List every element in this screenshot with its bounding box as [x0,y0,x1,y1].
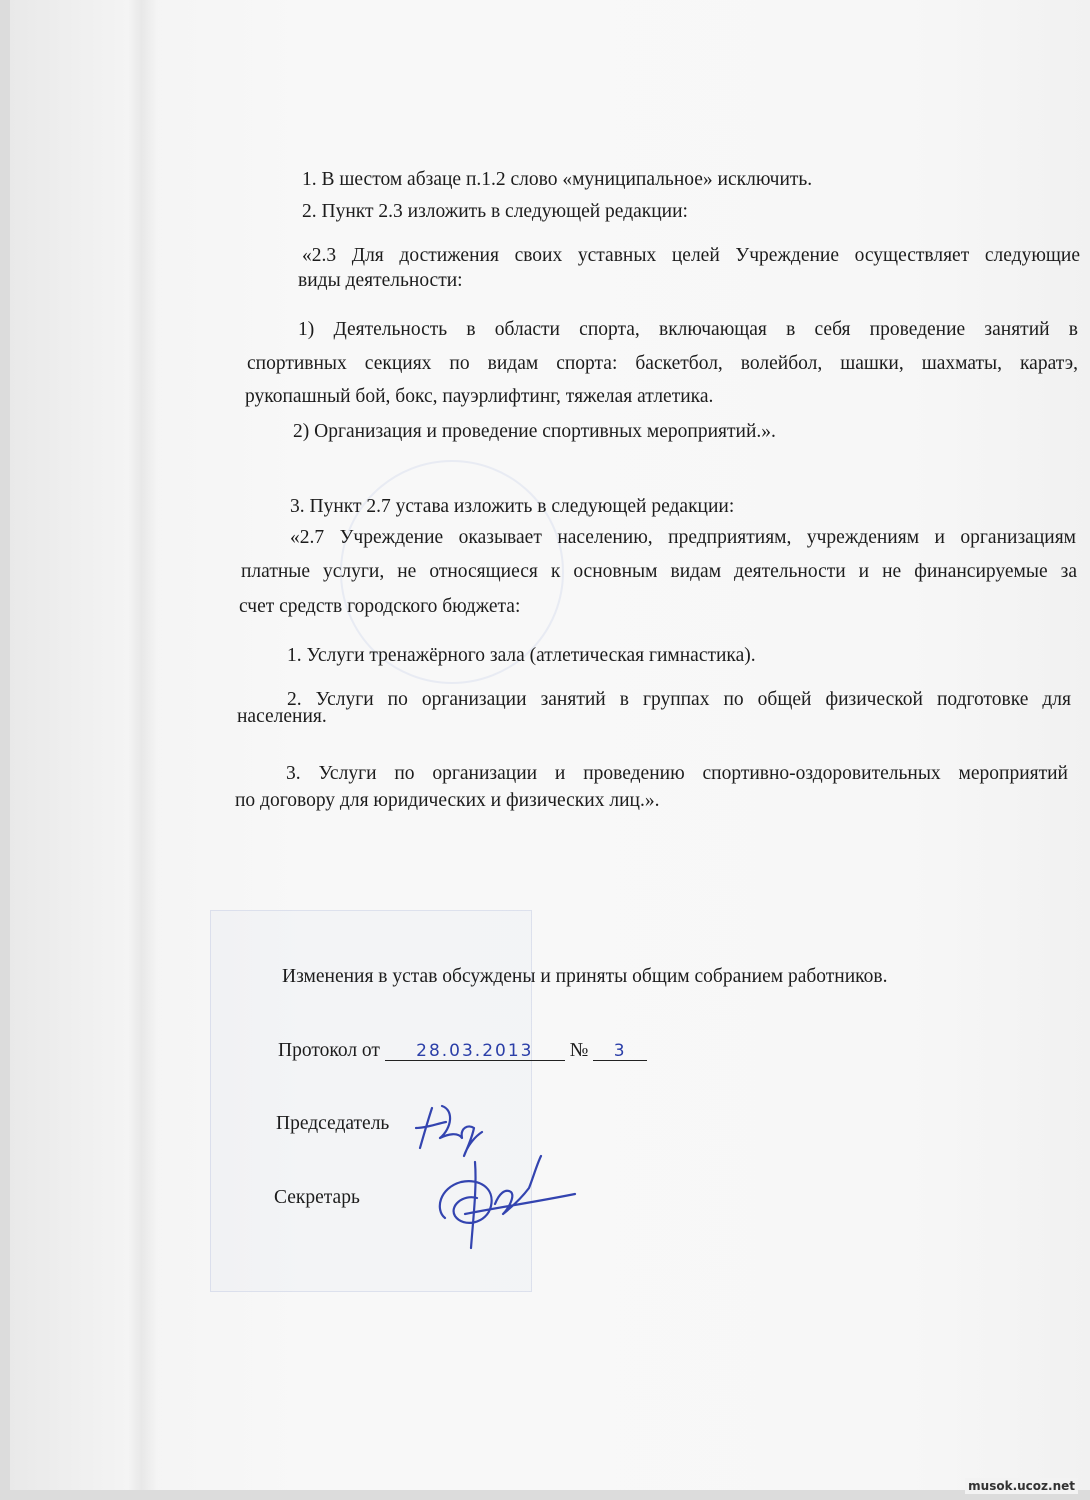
item-2-3-line-2: виды деятельности: [298,270,463,291]
adoption-statement: Изменения в устав обсуждены и приняты общим собранием работников. [282,966,888,987]
page-fold-shadow [128,0,158,1490]
item-1: 1. В шестом абзаце п.1.2 слово «муниципальное» исключить. [302,169,813,190]
site-watermark: musok.ucoz.net [965,1478,1078,1494]
service-2-line-2: населения. [237,706,327,727]
secretary-signature-icon [425,1148,585,1258]
item-2-3-line-1: «2.3 Для достижения своих уставных целей Учреждение осуществляет следующие [302,245,1080,266]
number-sign: № [569,1040,589,1061]
activity-1-line-1: 1) Деятельность в области спорта, включающая в себя проведение занятий в [298,319,1078,340]
service-3-line-2: по договору для юридических и физических лиц.». [235,790,660,811]
service-3-line-1: 3. Услуги по организации и проведению спортивно-оздоровительных мероприятий [286,763,1068,784]
activity-1-line-2: спортивных секциях по видам спорта: баскетбол, волейбол, шашки, шахматы, каратэ, [247,353,1078,374]
activity-2: 2) Организация и проведение спортивных мероприятий.». [293,421,776,442]
chairman-label: Председатель [276,1113,390,1134]
protocol-line [278,1041,647,1061]
item-2-7-line-1: «2.7 Учреждение оказывает населению, предприятиям, учреждениям и организациям [290,527,1076,548]
protocol-label: Протокол от [278,1040,380,1061]
activity-1-line-3: рукопашный бой, бокс, пауэрлифтинг, тяжелая атлетика. [245,386,714,407]
service-1: 1. Услуги тренажёрного зала (атлетическая гимнастика). [287,645,756,666]
item-2: 2. Пункт 2.3 изложить в следующей редакции: [302,201,688,222]
service-2-line-1: 2. Услуги по организации занятий в группах по общей физической подготовке для [287,689,1071,710]
document-page [10,0,1090,1490]
protocol-number-field: 3 [593,1043,647,1061]
protocol-date-field: 28.03.2013 [385,1043,565,1061]
item-2-7-line-2: платные услуги, не относящиеся к основным видам деятельности и не финансируемые за [241,561,1077,582]
item-3: 3. Пункт 2.7 устава изложить в следующей редакции: [290,496,735,517]
item-2-7-line-3: счет средств городского бюджета: [239,596,521,617]
secretary-label: Секретарь [274,1187,360,1208]
